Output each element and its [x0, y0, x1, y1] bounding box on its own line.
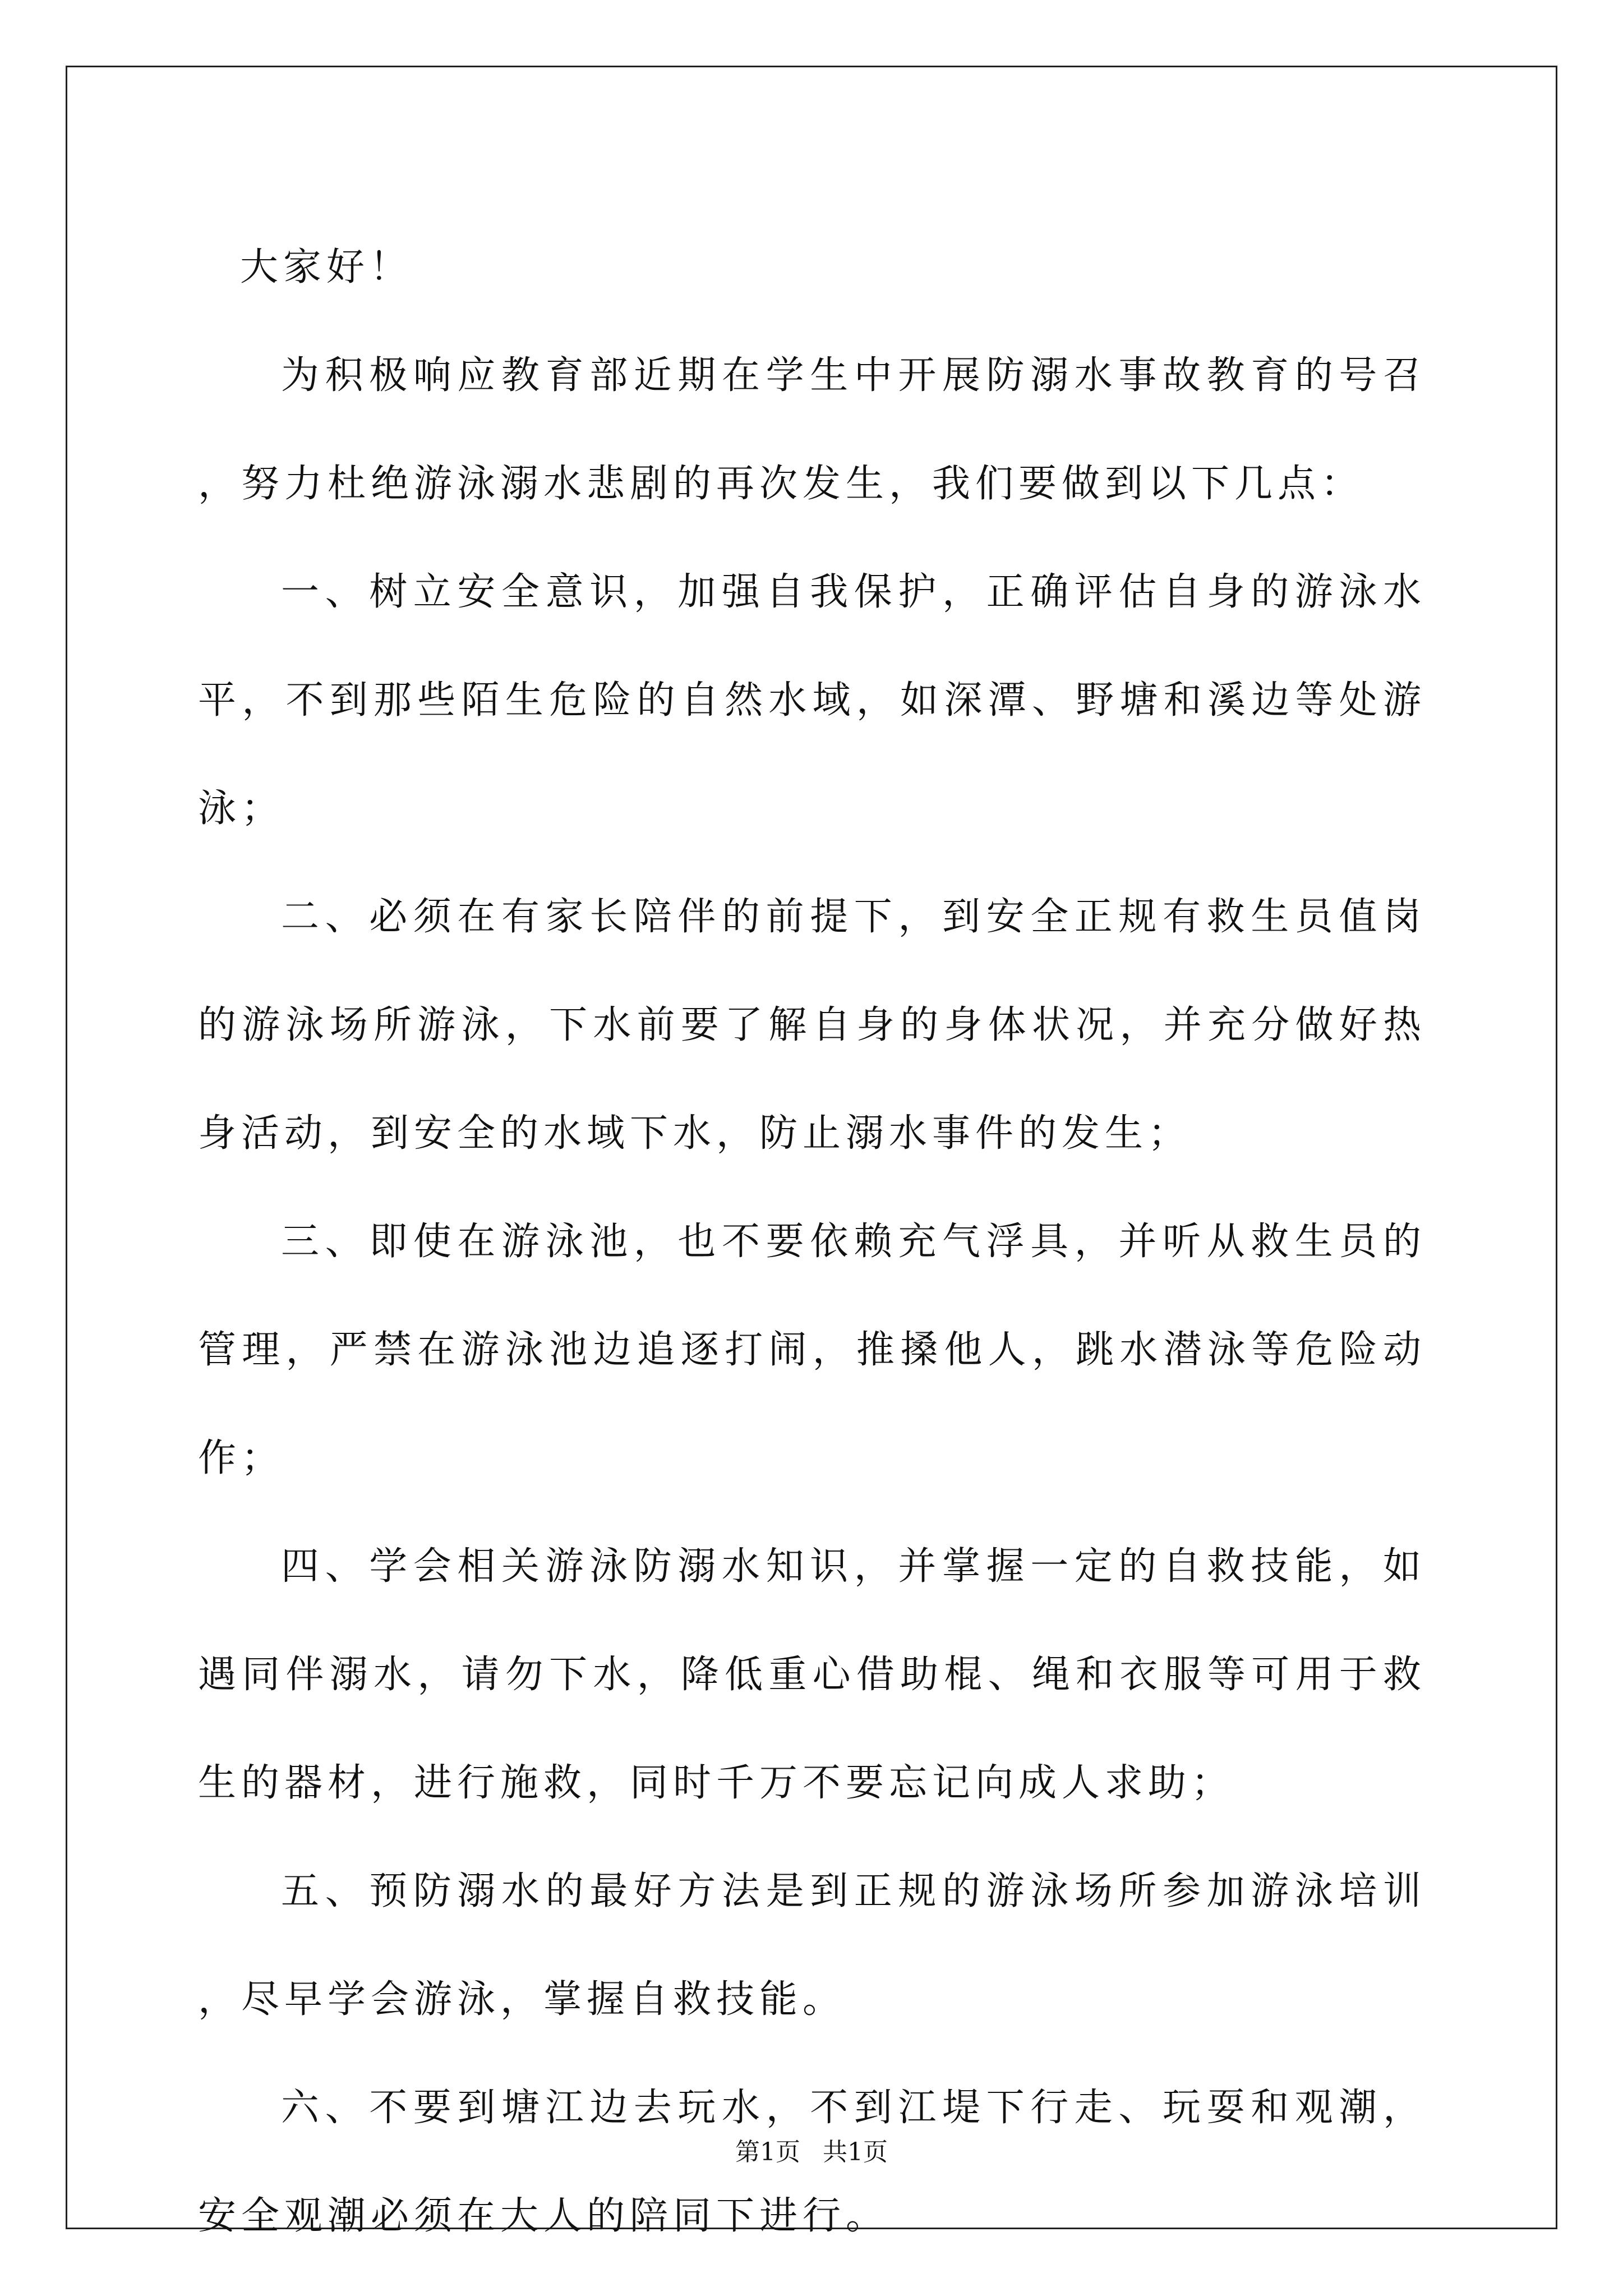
page-number-total: 共1页	[823, 2138, 888, 2166]
paragraph-intro: 为积极响应教育部近期在学生中开展防溺水事故教育的号召，努力杜绝游泳溺水悲剧的再次发生，我们要做到以下几点：	[198, 353, 1426, 506]
paragraph-3: 三、即使在游泳池，也不要依赖充气浮具，并听从救生员的管理，严禁在游泳池边追逐打闹，推搡他人，跳水潜泳等危险动作；	[198, 1220, 1426, 1480]
page-footer	[0, 2132, 1623, 2168]
document-body	[198, 213, 1426, 2270]
paragraph-2: 二、必须在有家长陪伴的前提下，到安全正规有救生员值岗的游泳场所游泳，下水前要了解自身的身体状况，并充分做好热身活动，到安全的水域下水，防止溺水事件的发生；	[198, 895, 1426, 1156]
paragraph-1: 一、树立安全意识，加强自我保护，正确评估自身的游泳水平，不到那些陌生危险的自然水域，如深潭、野塘和溪边等处游泳；	[198, 570, 1426, 831]
page-number-current: 第1页	[735, 2138, 800, 2166]
paragraph-5: 五、预防溺水的最好方法是到正规的游泳场所参加游泳培训，尽早学会游泳，掌握自救技能。	[198, 1869, 1426, 2022]
greeting: 大家好！	[240, 245, 413, 289]
paragraph-4: 四、学会相关游泳防溺水知识，并掌握一定的自救技能，如遇同伴溺水，请勿下水，降低重心借助棍、绳和衣服等可用于救生的器材，进行施救，同时千万不要忘记向成人求助；	[198, 1544, 1426, 1805]
paragraph-6: 六、不要到塘江边去玩水，不到江堤下行走、玩耍和观潮，安全观潮必须在大人的陪同下进行。	[198, 2086, 1426, 2238]
